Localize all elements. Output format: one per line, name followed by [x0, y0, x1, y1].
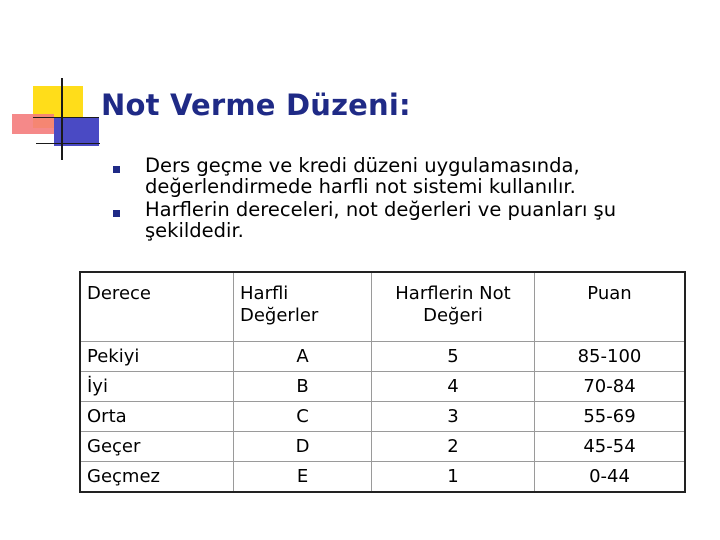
table-cell: 2 — [372, 432, 535, 462]
table-cell: 3 — [372, 402, 535, 432]
column-header: Derece — [80, 272, 234, 342]
slide-logo-decoration — [0, 0, 100, 165]
table-cell: A — [234, 342, 372, 372]
table-cell: 0-44 — [535, 462, 686, 493]
table-cell: Orta — [80, 402, 234, 432]
table-cell: B — [234, 372, 372, 402]
table-cell: 4 — [372, 372, 535, 402]
square-bullet-icon — [113, 210, 120, 217]
table-cell: 1 — [372, 462, 535, 493]
bullet-item — [112, 199, 692, 241]
table-row — [80, 402, 685, 432]
table-row — [80, 372, 685, 402]
bullet-list — [112, 155, 692, 243]
table-row — [80, 432, 685, 462]
column-header: Harflerin Not Değeri — [372, 272, 535, 342]
table-cell: Pekiyi — [80, 342, 234, 372]
table-cell: 5 — [372, 342, 535, 372]
bullet-text: Ders geçme ve kredi düzeni uygulamasında, değerlendirmede harfli not sistemi kullanılır. — [145, 154, 580, 198]
table-cell: Geçer — [80, 432, 234, 462]
table-cell: İyi — [80, 372, 234, 402]
grades-table — [79, 271, 686, 493]
table-row — [80, 462, 685, 493]
table-cell: 55-69 — [535, 402, 686, 432]
table-cell: D — [234, 432, 372, 462]
table-row — [80, 342, 685, 372]
logo-horizontal-line — [36, 143, 100, 144]
column-header: Harfli Değerler — [234, 272, 372, 342]
table-cell: 85-100 — [535, 342, 686, 372]
bullet-item — [112, 155, 692, 197]
logo-horizontal-line — [33, 117, 99, 118]
logo-vertical-line — [61, 78, 63, 160]
column-header: Puan — [535, 272, 686, 342]
table-cell: E — [234, 462, 372, 493]
table-cell: Geçmez — [80, 462, 234, 493]
square-bullet-icon — [113, 166, 120, 173]
table-cell: C — [234, 402, 372, 432]
bullet-text: Harflerin dereceleri, not değerleri ve puanları şu şekildedir. — [145, 198, 617, 242]
table-header-row — [80, 272, 685, 342]
slide-title: Not Verme Düzeni: — [101, 88, 411, 122]
table-cell: 70-84 — [535, 372, 686, 402]
table-cell: 45-54 — [535, 432, 686, 462]
